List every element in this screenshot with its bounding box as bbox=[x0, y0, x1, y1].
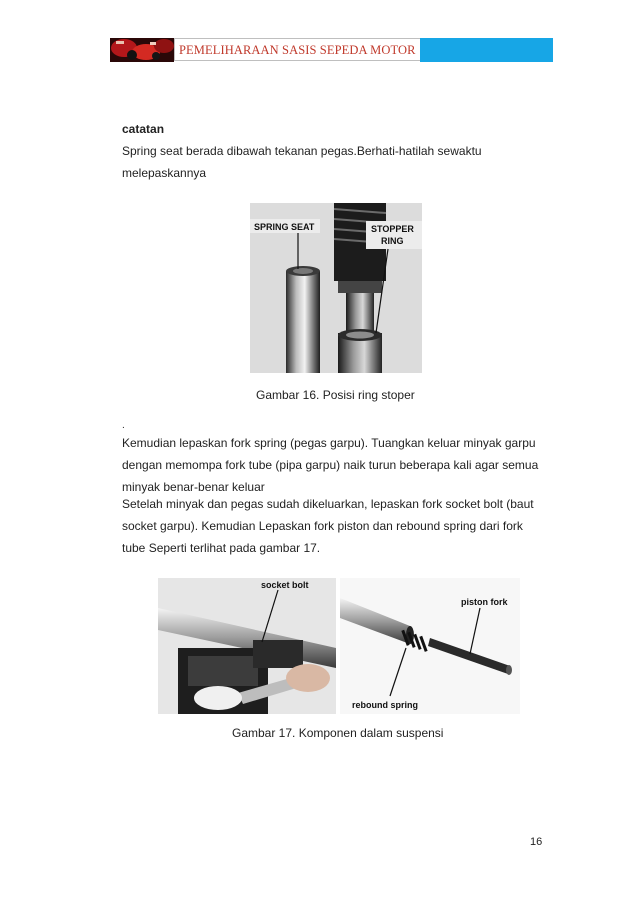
figure-16-photo bbox=[250, 203, 422, 373]
label-rebound-spring: rebound spring bbox=[352, 700, 418, 710]
header-accent-bar bbox=[420, 38, 553, 62]
bullet-dot: . bbox=[122, 420, 125, 431]
body-line-6: tube Seperti terlihat pada gambar 17. bbox=[122, 541, 321, 555]
figure-17-caption: Gambar 17. Komponen dalam suspensi bbox=[232, 726, 444, 740]
note-heading: catatan bbox=[122, 122, 165, 136]
page-header bbox=[110, 38, 553, 62]
label-piston-fork: piston fork bbox=[461, 597, 508, 607]
label-stopper: STOPPER bbox=[371, 224, 414, 234]
body-line-5: socket garpu). Kemudian Lepaskan fork piston dan rebound spring dari fork bbox=[122, 519, 523, 533]
figure-17-photo bbox=[158, 578, 520, 714]
label-socket-bolt: socket bolt bbox=[261, 580, 309, 590]
body-line-3: minyak benar-benar keluar bbox=[122, 480, 265, 494]
body-line-4: Setelah minyak dan pegas sudah dikeluarkan, lepaskan fork socket bolt (baut bbox=[122, 497, 534, 511]
label-spring-seat: SPRING SEAT bbox=[254, 222, 315, 232]
note-line-2: melepaskannya bbox=[122, 166, 207, 180]
header-photo bbox=[110, 38, 174, 62]
figure-16-caption: Gambar 16. Posisi ring stoper bbox=[256, 388, 415, 402]
body-line-2: dengan memompa fork tube (pipa garpu) naik turun beberapa kali agar semua bbox=[122, 458, 539, 472]
body-line-1: Kemudian lepaskan fork spring (pegas garpu). Tuangkan keluar minyak garpu bbox=[122, 436, 536, 450]
header-title: PEMELIHARAAN SASIS SEPEDA MOTOR bbox=[174, 38, 420, 61]
note-line-1: Spring seat berada dibawah tekanan pegas.Berhati-hatilah sewaktu bbox=[122, 144, 482, 158]
page-number: 16 bbox=[530, 836, 543, 848]
label-ring: RING bbox=[381, 236, 404, 246]
